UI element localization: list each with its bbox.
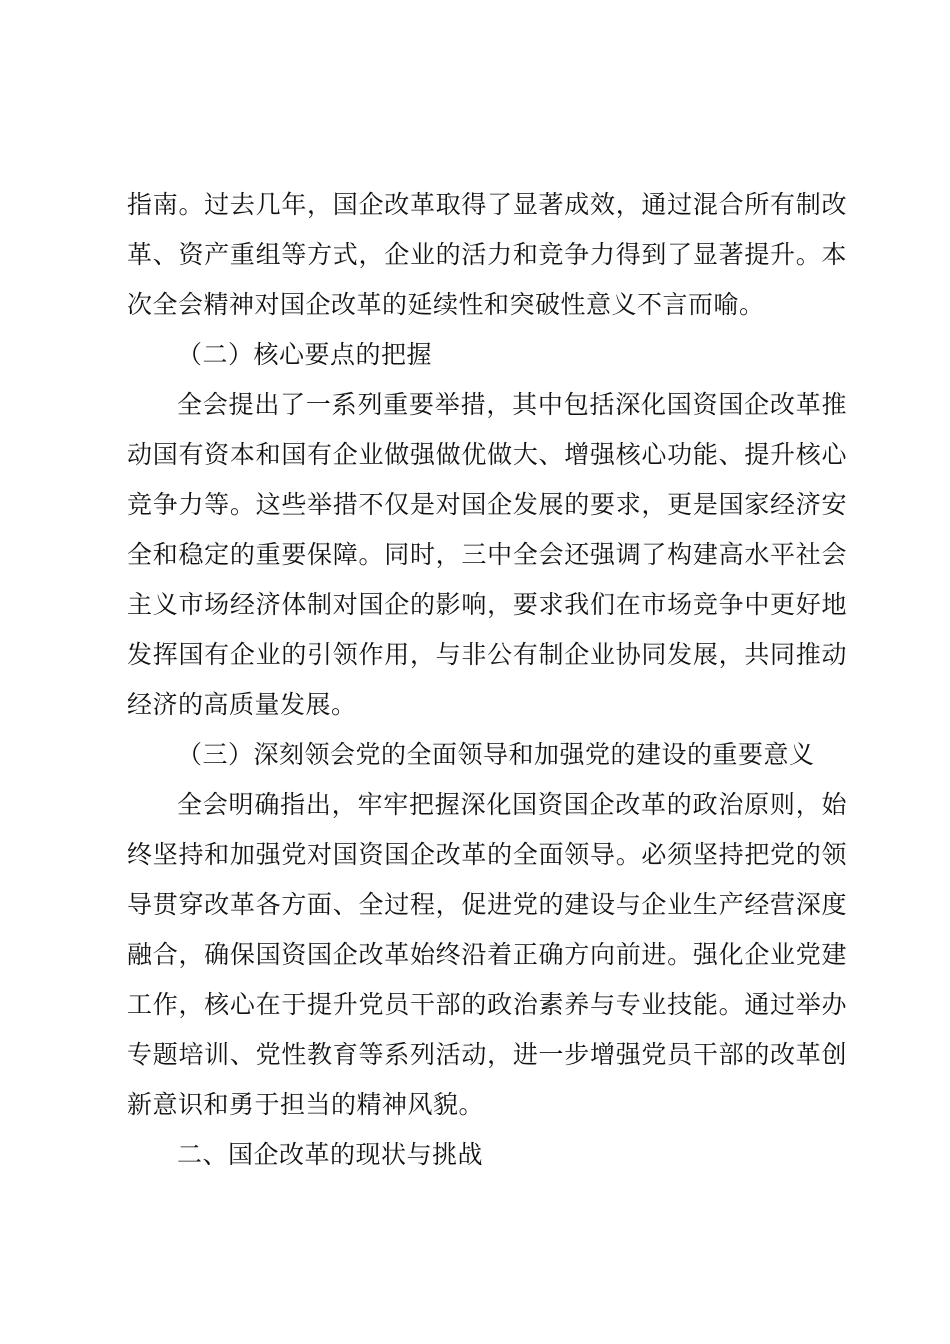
paragraph-2: 全会提出了一系列重要举措，其中包括深化国资国企改革推动国有资本和国有企业做强做优做大、增强核心功能、提升核心竞争力等。这些举措不仅是对国企发展的要求，更是国家经济安全和稳定的重要保障。同时，三中全会还强调了构建高水平社会主义市场经济体制对国企的影响，要求我们在市场竞争中更好地发挥国有企业的引领作用，与非公有制企业协同发展，共同推动经济的高质量发展。 [127, 390, 847, 719]
chapter-heading-2: 二、国企改革的现状与挑战 [177, 1140, 484, 1169]
paragraph-3: 全会明确指出，牢牢把握深化国资国企改革的政治原则，始终坚持和加强党对国资国企改革的全面领导。必须坚持把党的领导贯穿改革各方面、全过程，促进党的建设与企业生产经营深度融合，确保国资国企改革始终沿着正确方向前进。强化企业党建工作，核心在于提升党员干部的政治素养与专业技能。通过举办专题培训、党性教育等系列活动，进一步增强党员干部的改革创新意识和勇于担当的精神风貌。 [127, 790, 847, 1119]
document-body [127, 180, 847, 1180]
section-heading-3: （三）深刻领会党的全面领导和加强党的建设的重要意义 [177, 740, 815, 769]
paragraph-1: 指南。过去几年，国企改革取得了显著成效，通过混合所有制改革、资产重组等方式，企业的活力和竞争力得到了显著提升。本次全会精神对国企改革的延续性和突破性意义不言而喻。 [127, 190, 847, 319]
section-heading-2: （二）核心要点的把握 [177, 340, 433, 369]
